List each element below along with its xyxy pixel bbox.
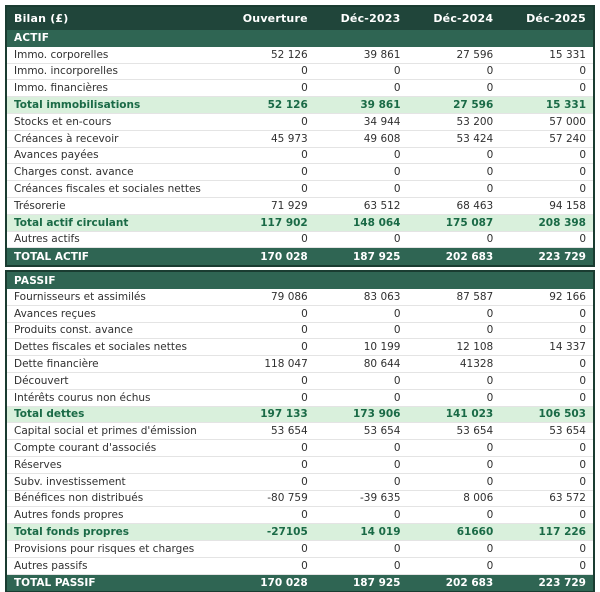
table-row <box>7 575 593 592</box>
table-row <box>7 407 593 424</box>
cell-value: 0 <box>301 475 308 488</box>
cell-value: 53 654 <box>549 425 586 438</box>
cell-value: 71 929 <box>271 199 308 212</box>
cell-value: 87 587 <box>456 290 494 303</box>
cell-value: 0 <box>301 391 308 404</box>
cell-value: 0 <box>301 149 308 162</box>
table-row <box>7 356 593 373</box>
cell-value: 0 <box>393 458 401 471</box>
cell-value: 0 <box>301 559 308 572</box>
cell-value: 0 <box>486 509 494 522</box>
table-row <box>7 423 593 440</box>
cell-value: 117 902 <box>260 216 308 229</box>
cell-value: 0 <box>393 82 401 95</box>
cell-value: -39 635 <box>359 492 401 505</box>
cell-value: 0 <box>486 391 494 404</box>
row-label: Créances à recevoir <box>14 132 119 145</box>
cell-value: 0 <box>486 324 494 337</box>
row-label: Dette financière <box>14 358 99 371</box>
cell-value: 57 000 <box>549 115 586 128</box>
cell-value: 202 683 <box>445 250 494 263</box>
cell-value: 61660 <box>456 526 494 538</box>
cell-value: 0 <box>301 509 308 522</box>
row-label: Dettes fiscales et sociales nettes <box>14 341 187 354</box>
cell-value: 0 <box>486 65 494 78</box>
cell-value: 53 654 <box>456 425 494 438</box>
cell-value: 63 512 <box>363 199 401 212</box>
cell-value: 49 608 <box>363 132 401 145</box>
cell-value: 0 <box>486 559 494 572</box>
passif-card <box>5 270 595 592</box>
cell-value: 0 <box>486 166 494 179</box>
table-row <box>7 474 593 491</box>
cell-value: 63 572 <box>549 492 586 505</box>
cell-value: 0 <box>579 82 586 95</box>
cell-value: 106 503 <box>538 408 586 421</box>
cell-value: 53 654 <box>363 425 401 438</box>
table-row <box>7 181 593 198</box>
cell-value: 0 <box>579 475 586 488</box>
cell-value: 0 <box>301 307 308 320</box>
row-label: Total immobilisations <box>14 99 141 112</box>
cell-value: 0 <box>393 233 401 246</box>
cell-value: 208 398 <box>538 216 586 229</box>
row-label: Stocks et en-cours <box>14 115 112 128</box>
cell-value: 0 <box>301 341 308 354</box>
cell-value: 0 <box>579 65 586 78</box>
row-label: Compte courant d'associés <box>14 442 157 455</box>
row-label: Fournisseurs et assimilés <box>14 290 146 303</box>
table-row <box>7 558 593 575</box>
row-label: Immo. corporelles <box>14 48 109 61</box>
table-row <box>7 148 593 165</box>
section-header-passif: PASSIF <box>7 272 593 289</box>
cell-value: -80 759 <box>267 492 308 505</box>
section-body-actif <box>7 47 593 265</box>
table-row <box>7 131 593 148</box>
cell-value: 0 <box>486 149 494 162</box>
column-header: Ouverture <box>242 12 308 25</box>
cell-value: 170 028 <box>260 250 308 263</box>
cell-value: 92 166 <box>549 290 586 303</box>
row-label: Autres passifs <box>14 559 88 572</box>
cell-value: 57 240 <box>549 132 586 145</box>
cell-value: 170 028 <box>260 576 308 589</box>
cell-value: 15 331 <box>549 48 586 61</box>
cell-value: 175 087 <box>445 216 494 229</box>
table-row <box>7 215 593 232</box>
table-row <box>7 232 593 249</box>
row-label: Avances payées <box>14 149 99 162</box>
table-row <box>7 306 593 323</box>
cell-value: 173 906 <box>353 408 401 421</box>
row-label: Bénéfices non distribués <box>14 492 144 505</box>
header-row <box>7 7 593 30</box>
cell-value: 0 <box>579 183 586 196</box>
table-row <box>7 440 593 457</box>
cell-value: 0 <box>579 358 586 371</box>
row-label: Trésorerie <box>14 199 66 212</box>
row-label: Produits const. avance <box>14 324 133 337</box>
cell-value: 0 <box>486 82 494 95</box>
cell-value: 223 729 <box>538 576 586 589</box>
table-row <box>7 541 593 558</box>
section-header-actif: ACTIF <box>7 30 593 47</box>
cell-value: 202 683 <box>445 576 494 589</box>
row-label: TOTAL PASSIF <box>14 576 96 589</box>
cell-value: 53 654 <box>271 425 308 438</box>
section-body-passif <box>7 289 593 591</box>
row-label: Charges const. avance <box>14 166 134 179</box>
cell-value: 0 <box>393 475 401 488</box>
cell-value: 34 944 <box>363 115 401 128</box>
table-row <box>7 47 593 64</box>
cell-value: 0 <box>486 374 494 387</box>
table-row <box>7 524 593 541</box>
cell-value: 15 331 <box>545 99 586 112</box>
table-row <box>7 373 593 390</box>
cell-value: 0 <box>301 65 308 78</box>
cell-value: 8 006 <box>463 492 494 505</box>
cell-value: 141 023 <box>445 408 494 421</box>
cell-value: 53 200 <box>456 115 494 128</box>
cell-value: 0 <box>486 458 494 471</box>
cell-value: 0 <box>486 475 494 488</box>
table-row <box>7 114 593 131</box>
row-label: Total fonds propres <box>14 526 129 538</box>
cell-value: 0 <box>301 82 308 95</box>
row-label: Immo. financières <box>14 82 108 95</box>
cell-value: 79 086 <box>271 290 308 303</box>
cell-value: 0 <box>301 166 308 179</box>
cell-value: 0 <box>486 542 494 555</box>
row-label: TOTAL ACTIF <box>14 250 89 263</box>
table-row <box>7 80 593 97</box>
cell-value: 187 925 <box>353 576 401 589</box>
cell-value: 0 <box>393 307 401 320</box>
row-label: Réserves <box>14 458 62 471</box>
cell-value: 0 <box>301 542 308 555</box>
row-label: Autres actifs <box>14 233 80 246</box>
cell-value: 0 <box>393 149 401 162</box>
cell-value: 0 <box>486 442 494 455</box>
cell-value: 0 <box>393 166 401 179</box>
cell-value: 68 463 <box>456 199 494 212</box>
cell-value: 39 861 <box>363 48 401 61</box>
row-label: Total actif circulant <box>14 216 129 229</box>
cell-value: 0 <box>393 324 401 337</box>
cell-value: 12 108 <box>456 341 494 354</box>
cell-value: 0 <box>301 374 308 387</box>
cell-value: 117 226 <box>538 526 586 538</box>
cell-value: 187 925 <box>353 250 401 263</box>
cell-value: 0 <box>579 324 586 337</box>
cell-value: 0 <box>393 509 401 522</box>
table-row <box>7 289 593 306</box>
cell-value: 39 861 <box>360 99 401 112</box>
cell-value: 0 <box>393 183 401 196</box>
cell-value: 0 <box>579 149 586 162</box>
cell-value: 52 126 <box>267 99 308 112</box>
cell-value: 0 <box>393 391 401 404</box>
cell-value: 80 644 <box>363 358 401 371</box>
cell-value: 148 064 <box>353 216 401 229</box>
cell-value: 0 <box>579 391 586 404</box>
row-label: Immo. incorporelles <box>14 65 118 78</box>
cell-value: 223 729 <box>538 250 586 263</box>
cell-value: 0 <box>486 307 494 320</box>
cell-value: 14 337 <box>549 341 586 354</box>
column-header: Déc-2025 <box>526 12 586 25</box>
cell-value: 0 <box>486 183 494 196</box>
cell-value: 10 199 <box>363 341 401 354</box>
table-row <box>7 390 593 407</box>
cell-value: 94 158 <box>549 199 586 212</box>
row-label: Intérêts courus non échus <box>14 391 151 404</box>
cell-value: 0 <box>301 324 308 337</box>
cell-value: 0 <box>393 374 401 387</box>
cell-value: 0 <box>579 166 586 179</box>
column-header: Déc-2024 <box>433 12 494 25</box>
table-row <box>7 323 593 340</box>
cell-value: 83 063 <box>363 290 401 303</box>
table-row <box>7 457 593 474</box>
cell-value: 0 <box>301 458 308 471</box>
cell-value: 0 <box>579 233 586 246</box>
cell-value: 197 133 <box>260 408 308 421</box>
actif-card <box>5 5 595 267</box>
cell-value: 0 <box>301 115 308 128</box>
cell-value: 0 <box>301 442 308 455</box>
cell-value: -27105 <box>266 526 308 538</box>
cell-value: 0 <box>579 307 586 320</box>
cell-value: 0 <box>393 65 401 78</box>
row-label: Total dettes <box>14 408 85 421</box>
row-label: Provisions pour risques et charges <box>14 542 195 555</box>
table-title: Bilan (£) <box>14 12 69 25</box>
cell-value: 41328 <box>459 358 494 371</box>
column-header: Déc-2023 <box>340 12 401 25</box>
cell-value: 0 <box>579 458 586 471</box>
cell-value: 0 <box>393 542 401 555</box>
cell-value: 52 126 <box>271 48 308 61</box>
cell-value: 0 <box>393 559 401 572</box>
row-label: Créances fiscales et sociales nettes <box>14 183 201 196</box>
cell-value: 27 596 <box>453 99 494 112</box>
row-label: Autres fonds propres <box>14 509 124 522</box>
cell-value: 53 424 <box>456 132 494 145</box>
table-row <box>7 507 593 524</box>
cell-value: 0 <box>301 183 308 196</box>
cell-value: 0 <box>579 509 586 522</box>
row-label: Découvert <box>14 374 69 387</box>
table-row <box>7 248 593 265</box>
cell-value: 118 047 <box>264 358 308 371</box>
cell-value: 0 <box>486 233 494 246</box>
cell-value: 0 <box>579 442 586 455</box>
cell-value: 0 <box>579 374 586 387</box>
table-row <box>7 491 593 508</box>
cell-value: 45 973 <box>271 132 308 145</box>
table-row <box>7 339 593 356</box>
table-row <box>7 97 593 114</box>
row-label: Capital social et primes d'émission <box>14 425 197 438</box>
cell-value: 0 <box>301 233 308 246</box>
table-row <box>7 164 593 181</box>
row-label: Subv. investissement <box>14 475 126 488</box>
row-label: Avances reçues <box>14 307 96 320</box>
cell-value: 27 596 <box>456 48 494 61</box>
table-row <box>7 198 593 215</box>
cell-value: 0 <box>579 542 586 555</box>
table-row <box>7 64 593 81</box>
cell-value: 0 <box>579 559 586 572</box>
cell-value: 14 019 <box>360 526 401 538</box>
cell-value: 0 <box>393 442 401 455</box>
